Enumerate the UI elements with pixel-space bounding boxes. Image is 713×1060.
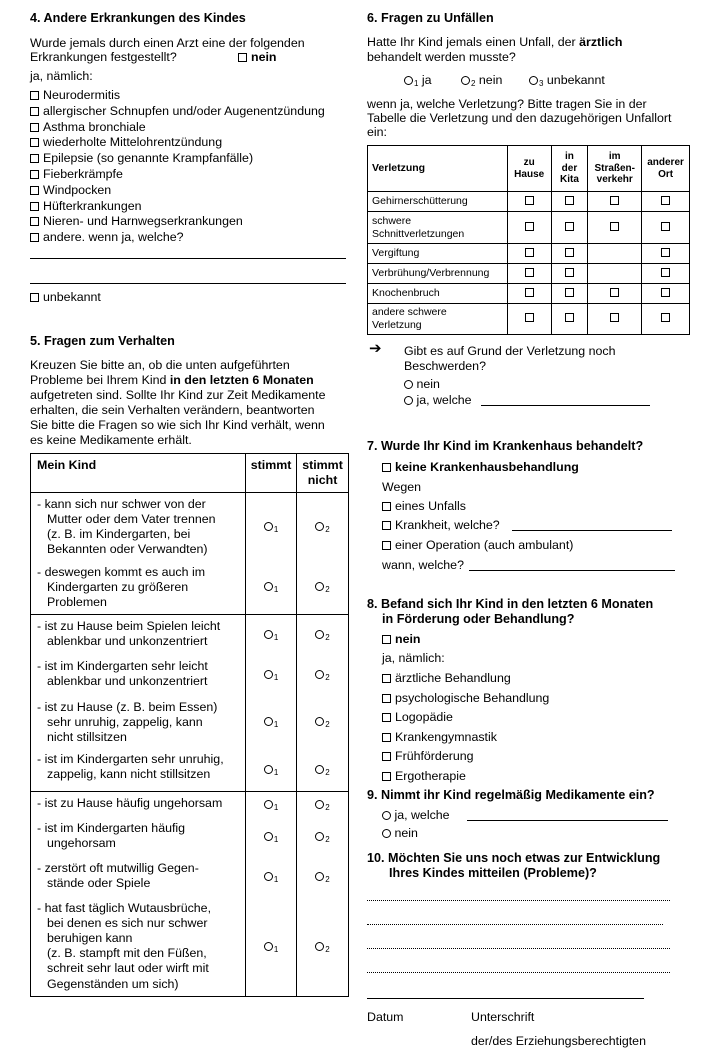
- injury-location-cell[interactable]: [642, 284, 690, 304]
- illness-option[interactable]: [30, 183, 111, 198]
- accident-option-unbekannt[interactable]: 3 unbekannt: [529, 73, 605, 89]
- radio-icon[interactable]: [264, 872, 273, 881]
- accident-option-nein[interactable]: 2 nein: [461, 73, 502, 89]
- injury-location-cell[interactable]: [642, 192, 690, 212]
- radio-icon[interactable]: [461, 76, 470, 85]
- behavior-statement: - kann sich nur schwer von der: [37, 497, 206, 511]
- injury-location-cell[interactable]: [507, 284, 551, 304]
- injury-location-cell[interactable]: [588, 192, 642, 212]
- behavior-statement: ablenkbar und unkonzentriert: [47, 673, 208, 688]
- injury-location-cell[interactable]: [507, 264, 551, 284]
- medication-option-ja[interactable]: ja, welche: [382, 808, 450, 823]
- table-row: [31, 696, 349, 748]
- radio-icon[interactable]: [264, 670, 273, 679]
- behavior-statement: Mutter oder dem Vater trennen: [47, 512, 216, 527]
- table-row: [31, 897, 349, 997]
- illness-option[interactable]: [30, 135, 222, 150]
- illness-label: Neurodermitis: [43, 88, 121, 102]
- injury-location-cell[interactable]: [642, 212, 690, 244]
- checkbox-icon[interactable]: [661, 248, 670, 257]
- checkbox-icon[interactable]: [610, 288, 619, 297]
- behavior-statement: - ist im Kindergarten sehr leicht: [37, 658, 208, 673]
- injury-label: Verletzung: [372, 318, 422, 331]
- checkbox-icon[interactable]: [30, 123, 39, 132]
- checkbox-icon[interactable]: [661, 196, 670, 205]
- section-6-instructions: wenn ja, welche Verletzung? Bitte tragen Sie in der: [367, 97, 647, 111]
- section-8-title: in Förderung oder Behandlung?: [382, 612, 575, 626]
- injury-location-cell: [588, 264, 642, 284]
- column-header-verletzung: Verletzung: [368, 146, 508, 192]
- section-5-title: 5. Fragen zum Verhalten: [30, 334, 175, 348]
- injury-row: [368, 244, 690, 264]
- behavior-table: [30, 453, 349, 997]
- injury-location-cell[interactable]: [551, 304, 588, 335]
- section-5-intro: Kreuzen Sie bitte an, ob die unten aufgeführten: [30, 358, 290, 372]
- illness-label: wiederholte Mittelohrentzündung: [43, 135, 223, 150]
- checkbox-icon[interactable]: [382, 674, 391, 683]
- section-6-question: behandelt werden musste?: [367, 50, 516, 64]
- illness-label: Hüfterkrankungen: [43, 198, 142, 213]
- checkbox-icon[interactable]: [30, 293, 39, 302]
- radio-icon[interactable]: [315, 765, 324, 774]
- radio-icon[interactable]: [382, 829, 391, 838]
- injury-location-cell[interactable]: [507, 304, 551, 335]
- injury-location-cell[interactable]: [551, 284, 588, 304]
- illness-option[interactable]: [30, 104, 325, 119]
- behavior-statement: Problemen: [47, 594, 107, 609]
- hospital-option-unfall[interactable]: eines Unfalls: [382, 499, 466, 514]
- section-10-title: Ihres Kindes mitteilen (Probleme)?: [389, 866, 597, 880]
- illness-option[interactable]: [30, 120, 146, 135]
- behavior-statement: Gegenständen um sich): [47, 976, 179, 991]
- section-6-instructions: Tabelle die Verletzung und den dazugehörigen Unfallort: [367, 111, 672, 125]
- checkbox-icon[interactable]: [382, 502, 391, 511]
- table-row: [31, 493, 349, 561]
- checkbox-icon[interactable]: [30, 138, 39, 147]
- answer-line[interactable]: [512, 530, 672, 531]
- treatment-label: Ergotherapie: [395, 768, 466, 783]
- treatment-ja-label: ja, nämlich:: [382, 651, 445, 665]
- injury-location-cell[interactable]: [507, 192, 551, 212]
- section-9-title: 9. Nimmt ihr Kind regelmäßig Medikamente ein?: [367, 788, 655, 802]
- dotted-answer-line[interactable]: [367, 900, 670, 901]
- checkbox-icon[interactable]: [30, 186, 39, 195]
- arrow-right-icon: ➔: [369, 340, 382, 357]
- injury-location-cell[interactable]: [642, 264, 690, 284]
- injury-location-cell[interactable]: [642, 244, 690, 264]
- table-row: [31, 561, 349, 615]
- treatment-option[interactable]: [382, 691, 549, 706]
- checkbox-icon[interactable]: [382, 521, 391, 530]
- radio-icon[interactable]: [315, 630, 324, 639]
- injury-location-cell: [588, 244, 642, 264]
- checkbox-icon[interactable]: [565, 288, 574, 297]
- table-row: [31, 792, 349, 817]
- section-5-intro: Probleme bei Ihrem Kind in den letzten 6 Monaten: [30, 373, 314, 387]
- dotted-answer-line[interactable]: [367, 924, 663, 925]
- checkbox-icon[interactable]: [382, 635, 391, 644]
- section-4-nein-option[interactable]: [238, 50, 276, 65]
- radio-icon[interactable]: [264, 942, 273, 951]
- stimmt-radio-cell[interactable]: 1: [246, 615, 297, 655]
- stimmt-radio-cell[interactable]: 1: [246, 696, 297, 748]
- checkbox-icon[interactable]: [382, 694, 391, 703]
- treatment-label: ärztliche Behandlung: [395, 671, 511, 685]
- illness-label: Asthma bronchiale: [43, 119, 146, 134]
- stimmt-nicht-radio-cell[interactable]: 2: [297, 615, 349, 655]
- injury-row: [368, 264, 690, 284]
- stimmt-radio-cell[interactable]: 1: [246, 561, 297, 615]
- radio-icon[interactable]: [315, 942, 324, 951]
- checkbox-icon[interactable]: [382, 752, 391, 761]
- stimmt-radio-cell[interactable]: 1: [246, 748, 297, 792]
- column-header-strassenverkehr: im Straßen- verkehr: [588, 146, 642, 192]
- accident-option-ja[interactable]: 1 ja: [404, 73, 432, 89]
- injury-label: Gehirnerschütterung: [372, 195, 468, 208]
- behavior-statement: - ist im Kindergarten häufig: [37, 820, 186, 835]
- behavior-statement: - ist zu Hause beim Spielen leicht: [37, 619, 221, 633]
- checkbox-icon[interactable]: [610, 222, 619, 231]
- illness-option[interactable]: [30, 167, 123, 182]
- injury-location-cell[interactable]: [642, 304, 690, 335]
- checkbox-icon[interactable]: [610, 196, 619, 205]
- dotted-answer-line[interactable]: [367, 948, 670, 949]
- illness-label: Windpocken: [43, 182, 112, 197]
- stimmt-nicht-radio-cell[interactable]: 2: [297, 817, 349, 857]
- treatment-option[interactable]: [382, 749, 474, 764]
- behavior-statement: - ist zu Hause (z. B. beim Essen): [37, 699, 218, 714]
- injury-location-cell[interactable]: [551, 264, 588, 284]
- section-7-title: 7. Wurde Ihr Kind im Krankenhaus behandelt?: [367, 439, 644, 453]
- radio-icon[interactable]: [315, 670, 324, 679]
- medication-option-nein[interactable]: nein: [382, 826, 418, 841]
- radio-icon[interactable]: [315, 800, 324, 809]
- checkbox-icon[interactable]: [382, 541, 391, 550]
- checkbox-icon[interactable]: [30, 107, 39, 116]
- injury-location-cell[interactable]: [507, 244, 551, 264]
- illness-label: allergischer Schnupfen und/oder Augenentzündung: [43, 103, 325, 118]
- radio-icon[interactable]: [529, 76, 538, 85]
- section-5-intro: es keine Medikamente erhält.: [30, 433, 192, 447]
- answer-line[interactable]: [30, 258, 346, 259]
- complaints-question: Gibt es auf Grund der Verletzung noch: [404, 344, 616, 358]
- behavior-statement: (z. B. im Kindergarten, bei: [47, 527, 191, 542]
- checkbox-icon[interactable]: [565, 313, 574, 322]
- stimmt-radio-cell[interactable]: 1: [246, 897, 297, 997]
- radio-icon[interactable]: [264, 800, 273, 809]
- stimmt-radio-cell[interactable]: 1: [246, 792, 297, 817]
- injury-row: [368, 192, 690, 212]
- complaints-option-ja[interactable]: ja, welche: [404, 393, 472, 408]
- checkbox-icon[interactable]: [525, 288, 534, 297]
- column-header-stimmt-nicht: stimmt nicht: [297, 454, 349, 493]
- injury-label: andere schwere: [372, 306, 447, 318]
- behavior-statement: zappelig, kann nicht stillsitzen: [47, 767, 211, 781]
- illness-label: Nieren- und Harnwegserkrankungen: [43, 214, 243, 229]
- stimmt-nicht-radio-cell[interactable]: 2: [297, 897, 349, 997]
- radio-icon[interactable]: [264, 630, 273, 639]
- behavior-statement: (z. B. stampft mit den Füßen,: [47, 946, 207, 961]
- checkbox-icon[interactable]: [565, 248, 574, 257]
- checkbox-icon[interactable]: [525, 248, 534, 257]
- column-header-zu-hause: zu Hause: [507, 146, 551, 192]
- answer-line[interactable]: [467, 820, 668, 821]
- stimmt-radio-cell[interactable]: 1: [246, 817, 297, 857]
- behavior-statement: sehr unruhig, zappelig, kann: [47, 714, 203, 729]
- radio-icon[interactable]: [264, 765, 273, 774]
- section-4-title: 4. Andere Erkrankungen des Kindes: [30, 11, 246, 25]
- behavior-statement: bei denen es sich nur schwer: [47, 916, 208, 930]
- checkbox-icon[interactable]: [610, 313, 619, 322]
- nein-label: nein: [251, 50, 277, 64]
- checkbox-icon[interactable]: [238, 53, 247, 62]
- checkbox-icon[interactable]: [565, 196, 574, 205]
- datum-label: Datum: [367, 1010, 404, 1024]
- section-4-unbekannt-option[interactable]: [30, 290, 101, 305]
- radio-icon[interactable]: [404, 380, 413, 389]
- stimmt-nicht-radio-cell[interactable]: 2: [297, 696, 349, 748]
- radio-icon[interactable]: [264, 717, 273, 726]
- illness-option[interactable]: [30, 151, 253, 166]
- unterschrift-label: Unterschrift: [471, 1010, 535, 1024]
- treatment-label: Krankengymnastik: [395, 729, 497, 744]
- injury-location-cell[interactable]: [551, 192, 588, 212]
- radio-icon[interactable]: [404, 76, 413, 85]
- injury-location-cell[interactable]: [588, 304, 642, 335]
- stimmt-nicht-radio-cell[interactable]: 2: [297, 792, 349, 817]
- behavior-statement: nicht stillsitzen: [47, 729, 127, 744]
- table-row: [31, 817, 349, 857]
- illness-option[interactable]: [30, 199, 142, 214]
- injury-label: Knochenbruch: [372, 287, 440, 300]
- injury-table: [367, 145, 690, 335]
- treatment-option[interactable]: [382, 769, 466, 784]
- hospital-option-operation[interactable]: einer Operation (auch ambulant): [382, 538, 573, 553]
- checkbox-icon[interactable]: [661, 268, 670, 277]
- checkbox-icon[interactable]: [30, 91, 39, 100]
- injury-location-cell[interactable]: [588, 284, 642, 304]
- checkbox-icon[interactable]: [30, 154, 39, 163]
- behavior-statement: Bekannten oder Verwandten): [47, 542, 208, 557]
- section-4-question-line2: Erkrankungen festgestellt?: [30, 50, 177, 64]
- radio-icon[interactable]: [315, 832, 324, 841]
- injury-label: Schnittverletzungen: [372, 227, 465, 240]
- stimmt-nicht-radio-cell[interactable]: 2: [297, 857, 349, 897]
- checkbox-icon[interactable]: [30, 202, 39, 211]
- treatment-option[interactable]: [382, 710, 453, 725]
- injury-label: Vergiftung: [372, 247, 420, 260]
- checkbox-icon[interactable]: [661, 288, 670, 297]
- berechtigt-label: der/des Erziehungsberechtigten: [471, 1034, 646, 1048]
- behavior-statement: schreit sehr laut oder wirft mit: [47, 961, 209, 976]
- radio-icon[interactable]: [264, 832, 273, 841]
- checkbox-icon[interactable]: [525, 313, 534, 322]
- injury-location-cell[interactable]: [551, 244, 588, 264]
- stimmt-radio-cell[interactable]: 1: [246, 857, 297, 897]
- radio-icon[interactable]: [264, 582, 273, 591]
- treatment-option[interactable]: [382, 730, 497, 745]
- checkbox-icon[interactable]: [661, 222, 670, 231]
- illness-option[interactable]: [30, 88, 120, 103]
- stimmt-radio-cell[interactable]: 1: [246, 655, 297, 696]
- answer-line[interactable]: [481, 405, 650, 406]
- hospital-option-krankheit[interactable]: Krankheit, welche?: [382, 518, 500, 533]
- table-row: [31, 655, 349, 696]
- complaints-question: Beschwerden?: [404, 359, 486, 373]
- column-header-kita: in der Kita: [551, 146, 588, 192]
- stimmt-nicht-radio-cell[interactable]: 2: [297, 561, 349, 615]
- checkbox-icon[interactable]: [565, 222, 574, 231]
- dotted-answer-line[interactable]: [367, 972, 670, 973]
- radio-icon[interactable]: [264, 522, 273, 531]
- treatment-label: psychologische Behandlung: [395, 690, 550, 705]
- section-4-question-line1: Wurde jemals durch einen Arzt eine der folgenden: [30, 36, 305, 50]
- hospital-option-keine[interactable]: keine Krankenhausbehandlung: [382, 460, 579, 475]
- checkbox-icon[interactable]: [30, 217, 39, 226]
- behavior-statement: - deswegen kommt es auch im: [37, 564, 206, 579]
- section-6-title: 6. Fragen zu Unfällen: [367, 11, 494, 25]
- section-5-intro: aufgetreten sind. Sollte Ihr Kind zur Zeit Medikamente: [30, 388, 326, 402]
- illness-option[interactable]: [30, 214, 243, 229]
- checkbox-icon[interactable]: [525, 196, 534, 205]
- treatment-option-nein[interactable]: nein: [382, 632, 420, 647]
- checkbox-icon[interactable]: [382, 772, 391, 781]
- checkbox-icon[interactable]: [30, 170, 39, 179]
- answer-line[interactable]: [469, 570, 675, 571]
- behavior-statement: stände oder Spiele: [47, 876, 151, 890]
- behavior-statement: ablenkbar und unkonzentriert: [47, 634, 208, 649]
- checkbox-icon[interactable]: [382, 463, 391, 472]
- stimmt-radio-cell[interactable]: 1: [246, 493, 297, 561]
- behavior-statement: - zerstört oft mutwillig Gegen-: [37, 860, 199, 875]
- section-5-intro: erhalten, die sein Verhalten verändern, beantworten: [30, 403, 315, 417]
- column-header-stimmt: stimmt: [246, 454, 297, 493]
- stimmt-nicht-radio-cell[interactable]: 2: [297, 748, 349, 792]
- illness-label: andere. wenn ja, welche?: [43, 230, 184, 245]
- behavior-statement: Kindergarten zu größeren: [47, 579, 189, 594]
- complaints-option-nein[interactable]: nein: [404, 377, 440, 392]
- injury-row: [368, 212, 690, 244]
- section-4-ja-label: ja, nämlich:: [30, 69, 93, 83]
- radio-icon[interactable]: [404, 396, 413, 405]
- column-header-anderer-ort: anderer Ort: [642, 146, 690, 192]
- checkbox-icon[interactable]: [525, 268, 534, 277]
- radio-icon[interactable]: [382, 811, 391, 820]
- wegen-label: Wegen: [382, 480, 422, 494]
- behavior-statement: - hat fast täglich Wutausbrüche,: [37, 900, 212, 915]
- injury-label: schwere: [372, 214, 412, 227]
- checkbox-icon[interactable]: [382, 713, 391, 722]
- injury-location-cell[interactable]: [588, 212, 642, 244]
- checkbox-icon[interactable]: [525, 222, 534, 231]
- table-row: [31, 748, 349, 792]
- radio-icon[interactable]: [315, 582, 324, 591]
- treatment-option[interactable]: [382, 671, 511, 686]
- answer-line[interactable]: [30, 283, 346, 284]
- section-6-instructions: ein:: [367, 125, 387, 139]
- treatment-label: Frühförderung: [395, 749, 474, 763]
- behavior-statement: ungehorsam: [47, 836, 116, 850]
- radio-icon[interactable]: [315, 872, 324, 881]
- signature-line[interactable]: [367, 998, 644, 999]
- checkbox-icon[interactable]: [382, 733, 391, 742]
- behavior-statement: - ist zu Hause häufig ungehorsam: [37, 796, 223, 811]
- table-row: [31, 615, 349, 655]
- table-row: [31, 857, 349, 897]
- radio-icon[interactable]: [315, 522, 324, 531]
- behavior-statement: beruhigen kann: [47, 931, 133, 946]
- radio-icon[interactable]: [315, 717, 324, 726]
- checkbox-icon[interactable]: [30, 233, 39, 242]
- section-5-intro: Sie bitte die Fragen so wie sich Ihr Kind verhält, wenn: [30, 418, 325, 432]
- section-8-title: 8. Befand sich Ihr Kind in den letzten 6 Monaten: [367, 597, 654, 611]
- injury-row: [368, 284, 690, 304]
- injury-location-cell[interactable]: [507, 212, 551, 244]
- section-6-question: Hatte Ihr Kind jemals einen Unfall, der ärztlich: [367, 35, 623, 49]
- injury-label: Verbrühung/Verbrennung: [372, 267, 490, 280]
- injury-location-cell[interactable]: [551, 212, 588, 244]
- treatment-label: Logopädie: [395, 710, 453, 724]
- checkbox-icon[interactable]: [661, 313, 670, 322]
- illness-label: Epilepsie (so genannte Krampfanfälle): [43, 151, 254, 166]
- unbekannt-label: unbekannt: [43, 290, 101, 304]
- stimmt-nicht-radio-cell[interactable]: 2: [297, 655, 349, 696]
- stimmt-nicht-radio-cell[interactable]: 2: [297, 493, 349, 561]
- illness-option[interactable]: [30, 230, 184, 245]
- section-10-title: 10. Möchten Sie uns noch etwas zur Entwicklung: [367, 851, 661, 865]
- injury-row: [368, 304, 690, 335]
- illness-label: Fieberkrämpfe: [43, 167, 123, 181]
- behavior-statement: - ist im Kindergarten sehr unruhig,: [37, 751, 224, 766]
- wann-label: wann, welche?: [382, 558, 464, 572]
- column-header-mein-kind: Mein Kind: [31, 454, 246, 493]
- checkbox-icon[interactable]: [565, 268, 574, 277]
